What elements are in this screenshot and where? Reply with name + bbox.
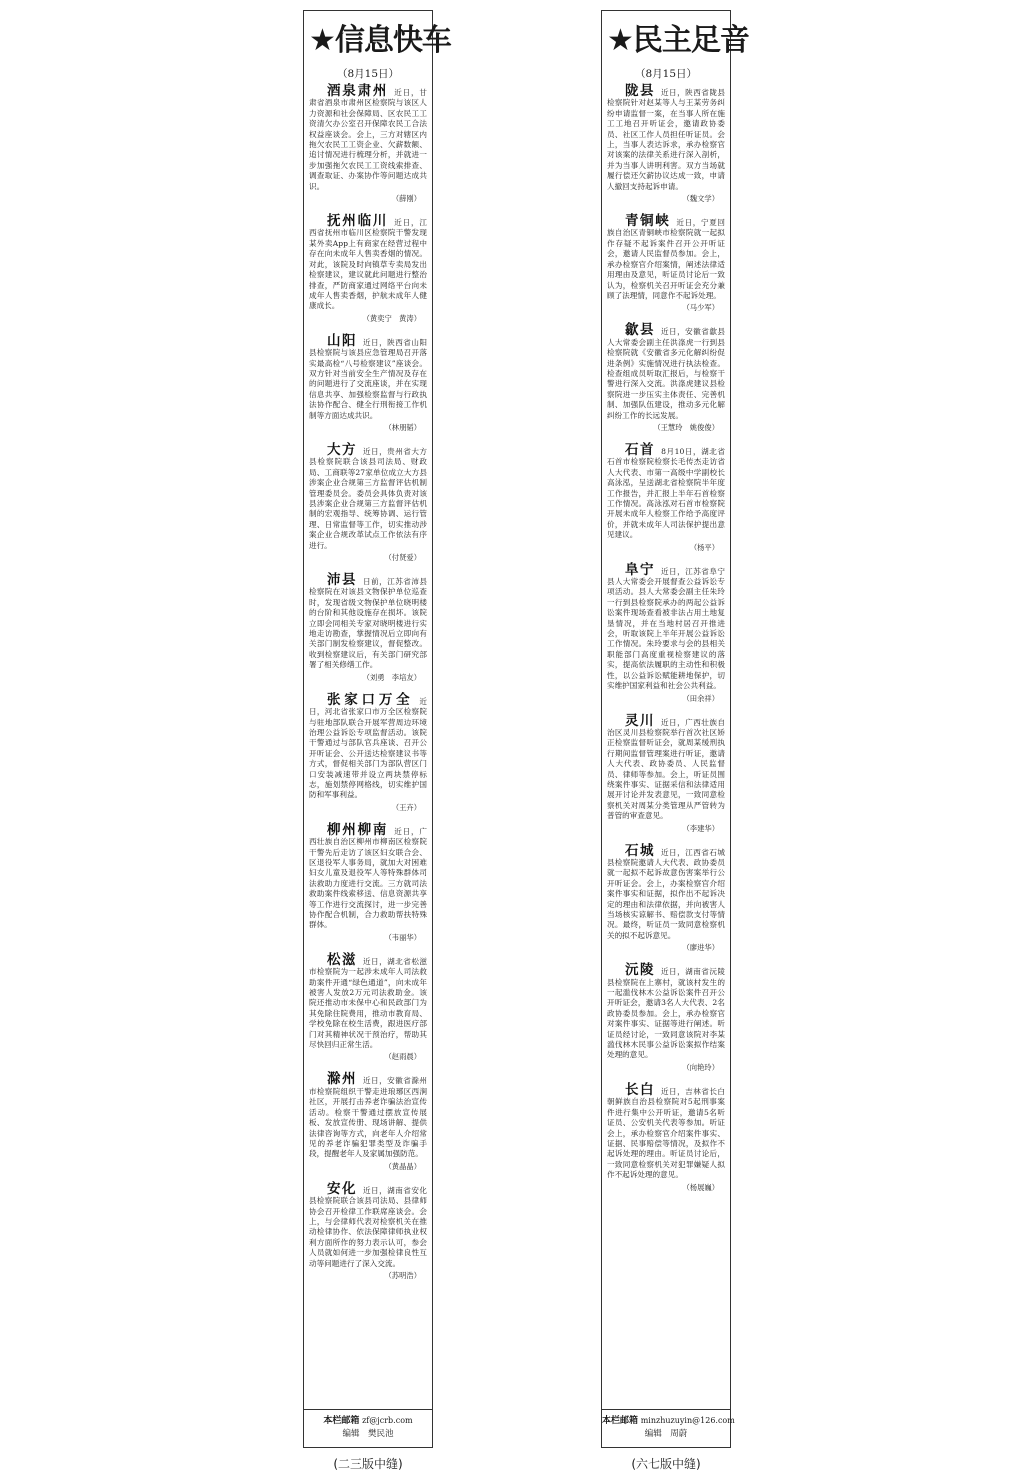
news-item-text: 近日，广西壮族自治区灵川县检察院举行首次社区矫正检察监督听证会，就周某缓刑执行期间监督管理案进行听证，邀请人大代表、政协委员、人民监督员、律师等参加。会上，听证员围绕案件事实、证据采信和法律适用展开讨论并发表意见，一致同意检察机关对周某分类管理从严管转为普管的审查意见。 [607,717,726,821]
news-item-text: 近日，江苏省阜宁县人大常委会开展督查公益诉讼专项活动。县人大常委会副主任朱玲一行到县检察院承办的两起公益诉讼案件现场查看被非法占用土地复垦情况，并在当地村居召开推进会，听取该院上半年开展公益诉讼工作情况。朱玲要求与会的县相关职能部门高度重视检察建议的落实，提高依法履职的主动性和积极性，以公益诉讼赋能耕地保护，切实维护国家利益和社会公共利益。 [607,566,726,691]
news-item-place: 山阳 [327,332,357,349]
column-title: ★信息快车 [309,23,451,58]
editor-credit: 编辑 周蔚 [644,1429,688,1439]
news-item-author: （黄晶晶） [384,1161,421,1171]
news-item-place: 灵川 [625,712,655,729]
news-item-text: 近日，湖南省安化县检察院联合该县司法局、县律师协会召开检律工作联席座谈会。会上，与会律师代表对检察机关在推动检律协作、依法保障律师执业权利方面所作的努力表示认可，参会人员就如何进一步加强检律良性互动等问题进行了深入交流。 [309,1185,428,1268]
mailbox-footer [602,1409,735,1447]
news-item-text: 近日，江西省抚州市临川区检察院干警发现某外卖App上有商家在经营过程中存在向未成年人售卖香烟的情况。对此，该院及时向镇草专卖局发出检察建议，建议就此问题进行整治排查，严防商家通过网络平台向未成年人售卖香烟，护航未成年人健康成长。 [309,218,428,311]
news-item [309,1071,428,1171]
news-item-author: （苏明浩） [384,1270,421,1280]
news-item-author: （杨平） [689,542,719,552]
column-date: （8月15日） [634,68,698,80]
news-item-place: 滁州 [327,1071,357,1088]
news-item-author: （廖进华） [682,943,719,953]
news-item [607,712,726,834]
news-item-text: 8月10日，湖北省石首市检察院检察长毛传杰走访省人大代表、市第一高级中学副校长高泳泓，呈送湖北省检察院半年度工作报告，并汇报上半年石首检察工作情况。高泳泓对石首市检察院开展未成年人检察工作给予高度评价，并就未成年人司法保护提出意见建议。 [607,446,726,540]
fold-label: (二三版中缝) [333,1457,403,1471]
news-item-text: 近日，陕西省山阳县检察院与该县应急管理局召开落实最高检“八号检察建议”座谈会。双方针对当前安全生产情况及存在的问题进行了交流座谈，并在实现信息共享、加强检察监督与行政执法协作配合、健全行刑衔接工作机制等方面达成共识。 [309,337,428,420]
news-item-place: 长白 [625,1081,655,1098]
news-item-place: 陇县 [625,83,655,99]
mailbox-label: 本栏邮箱 [602,1416,639,1426]
news-item-body [309,213,428,312]
news-item-text: 近日，甘肃省酒泉市肃州区检察院与该区人力资源和社会保障局、区农民工工资清欠办公室召开保障农民工合法权益座谈会。会上，三方对辖区内拖欠农民工工资企业、欠薪数额、追讨情况进行梳理分析，并就进一步加强拖欠农民工工资线索排查、调查取证、办案协作等问题达成共识。 [309,88,428,191]
news-item-place: 大方 [327,441,357,458]
news-item-place: 石城 [625,842,655,859]
news-item-place: 歙县 [625,322,655,339]
mailbox-email: zf@jcrb.com [362,1416,413,1425]
mailbox-email: minzhuzuyin@126.com [640,1416,735,1425]
news-item-place: 抚州临川 [327,213,389,230]
news-item [309,572,428,683]
mailbox-footer [304,1409,432,1447]
news-item-body [309,572,428,671]
news-item [309,821,428,943]
news-item-place: 阜宁 [625,561,655,578]
news-item-body [309,691,427,801]
news-item [309,332,428,433]
fold-label: (六七版中缝) [631,1457,701,1471]
news-item-author: （刘勇 李培友） [362,672,421,682]
news-item [607,441,726,553]
news-item-text: 近日，江西省石城县检察院邀请人大代表、政协委员就一起拟不起诉故意伤害案举行公开听证会。会上，办案检察官介绍案件事实和证据，拟作出不起诉决定的理由和法律依据，并向被害人当场核实谅解书、赔偿款支付等情况。最终，听证员一致同意检察机关的拟不起诉意见。 [607,847,726,940]
news-item-body [309,951,428,1051]
news-item-author: （马少军） [682,303,719,313]
news-item-text: 日前，江苏省沛县检察院在对该县文物保护单位巡查时，发现省级文物保护单位晓明楼的台阶和其他设施存在损坏。该院立即会同相关专家对晓明楼进行实地走访勘查，掌握情况后立即向有关部门制发检察建议，督促整改。收到检察建议后，有关部门研究部署了相关修缮工作。 [309,577,428,670]
news-item-body [607,1081,726,1181]
news-item [309,951,428,1063]
news-item-body [607,83,726,192]
news-item-body [607,712,726,822]
news-item-text: 近日，陕西省陇县检察院针对赵某等人与王某劳务纠纷申请监督一案，在当事人所在施工工地召开听证会，邀请政协委员、社区工作人员担任听证员。会上，当事人表达诉求，承办检察官对该案的法律关系进行深入剖析，并为当事人讲明利害。双方当场就履行偿还欠薪协议达成一致，申请人撤回支持起诉申请。 [607,88,726,191]
news-item-body [309,1071,428,1159]
news-item-place: 张家口万全 [327,691,414,708]
news-item-author: （李建华） [682,823,719,833]
news-item-author: （田余祥） [682,693,719,703]
news-item [607,1081,726,1193]
news-item-body [309,332,428,421]
news-item [607,83,726,204]
news-item-author: （林朋韬） [384,422,421,432]
news-item-text: 近日，安徽省歙县人大常委会副主任洪涤虎一行到县检察院就《安徽省多元化解纠纷促进条例》实施情况进行执法检查。检查组成员听取汇报后，与检察干警进行深入交流。洪涤虎建议县检察院进一步压实主体责任、完善机制、加强队伍建设，推动多元化解纠纷工作的长远发展。 [607,327,726,420]
news-item-text: 近日，宁夏回族自治区青铜峡市检察院就一起拟作存疑不起诉案件召开公开听证会，邀请人民监督员参加。会上，承办检察官介绍案情，阐述法律适用理由及意见，听证员讨论后一致认为，检察机关召开听证会充分兼顾了法理情，同意作不起诉处理。 [607,218,726,300]
news-item-body [607,213,726,301]
news-item [607,561,726,704]
news-item-author: （王慧玲 姚俊俊） [653,422,719,432]
mailbox-line [602,1414,735,1428]
news-item-place: 安化 [327,1180,357,1197]
news-item-body [607,842,726,942]
column-title: ★民主足音 [607,23,749,58]
news-item-place: 石首 [625,441,656,458]
news-item-place: 沅陵 [625,962,655,979]
news-item [607,322,726,433]
news-item-text: 近日，湖北省松滋市检察院为一起涉未成年人司法救助案件开通“绿色通道”，向未成年被害人发放2万元司法救助金。该院还推动市未保中心和民政部门为其免除住院费用，推动市教育局、学校免除在校生活费，跟进医疗部门对其精神状况干预治疗，帮助其尽快回归正常生活。 [309,956,428,1050]
news-item-place: 沛县 [327,572,357,589]
mailbox-line [304,1414,432,1428]
news-list [607,83,726,1193]
news-item-author: （杨展巍） [682,1182,719,1192]
column-minzhu-zuyin [601,10,749,1448]
column-xinxi-kuaiche [303,10,451,1448]
news-item-author: （薛刚） [391,194,421,204]
news-item-body [309,83,428,192]
news-item-body [607,561,726,692]
mailbox-label: 本栏邮箱 [323,1416,360,1426]
news-item-author: （黄奕宁 黄涛） [362,313,421,323]
news-item-place: 松滋 [327,951,357,968]
news-item-text: 近日，湖南省沅陵县检察院在上寨村，就该村发生的一起滥伐林木公益诉讼案件召开公开听证会，邀请3名人大代表、2名政协委员参加。会上，承办检察官对案件事实、证据等进行阐述。听证员经讨论，一致同意该院对李某滥伐林木民事公益诉讼案拟作结案处理的意见。 [607,967,726,1060]
news-item-text: 近日，吉林省长白朝鲜族自治县检察院对5起刑事案件进行集中公开听证，邀请5名听证员、公安机关代表等参加。听证会上，承办检察官介绍案件事实、证据、民事赔偿等情况，及拟作不起诉处理的理由。听证员讨论后，一致同意检察机关对犯罪嫌疑人拟作不起诉处理的意见。 [607,1086,726,1180]
news-item-body [309,1180,428,1269]
news-item-text: 近日，广西壮族自治区柳州市柳南区检察院干警先后走访了该区妇女联合会、区退役军人事务局，就加大对困难妇女儿童及退役军人等特殊群体司法救助力度进行交流。三方就司法救助案件线索移送、信息资源共享等工作进行交流探讨，进一步完善协作配合机制，合力救助帮扶特殊群体。 [309,826,428,930]
news-item-author: （韦丽华） [384,932,421,942]
editor-credit: 编辑 樊民池 [342,1429,394,1439]
news-item [607,962,726,1073]
news-item-author: （赵雨晨） [384,1052,421,1062]
column-date: （8月15日） [336,68,400,80]
news-item [607,842,726,954]
news-item-place: 青铜峡 [625,213,671,230]
news-item [607,213,726,313]
news-list [309,83,428,1281]
news-item-text: 近日，河北省张家口市万全区检察院与驻地部队联合开展军营周边环境治理公益诉讼专项监督活动。该院干警通过与部队官兵座谈、召开公开听证会、公开送达检察建议书等方式，督促相关部门为部队营区门口安装减速带并设立两块禁停标志，施划禁停网格线，切实维护国防和军事利益。 [309,696,427,800]
news-item-body [607,962,726,1061]
news-item-author: （魏文学） [682,194,719,204]
news-item-text: 近日，安徽省滁州市检察院组织干警走进琅琊区西涧社区，开展打击养老诈骗法治宣传活动。检察干警通过摆放宣传展板、发放宣传册、现场讲解、提供法律咨询等方式，向老年人介绍常见的养老诈骗犯罪类型及诈骗手段，提醒老年人及家属加强防范。 [309,1076,428,1159]
news-item [309,83,428,204]
news-item-body [309,441,428,551]
news-item [309,1180,428,1281]
news-item [309,441,428,563]
news-item-body [607,322,726,421]
news-item-body [607,441,726,541]
news-item-author: （付贤爱） [384,553,421,563]
news-item-author: （向艳玲） [682,1062,719,1072]
news-item-body [309,821,428,931]
news-item-place: 酒泉肃州 [327,83,389,99]
news-item [309,691,427,813]
news-item-text: 近日，贵州省大方县检察院联合该县司法局、财政局、工商联等27家单位成立大方县涉案企业合规第三方监督评估机制管理委员会。委员会具体负责对该县涉案企业合规第三方监督评估机制的宏观指导、统筹协调、运行管理、日常监督等工作，切实推动涉案企业合规改革试点工作依法有序进行。 [309,446,428,550]
news-item-author: （王卉） [391,802,421,812]
news-item-place: 柳州柳南 [327,821,389,838]
news-item [309,213,428,324]
